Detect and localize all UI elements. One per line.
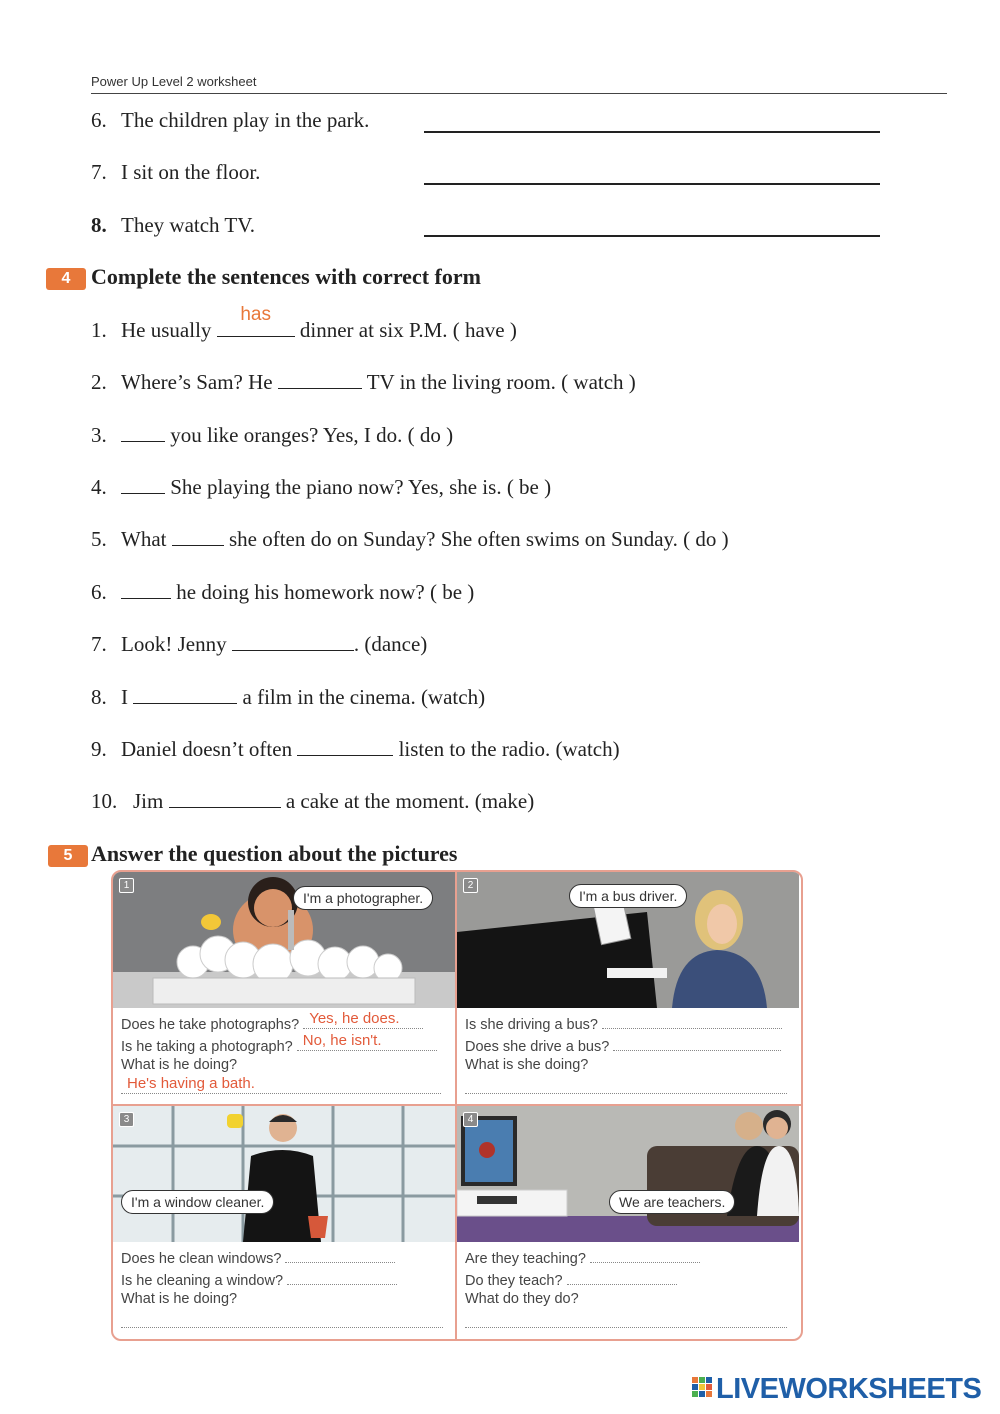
answer-dots[interactable] bbox=[590, 1248, 700, 1263]
picture-cell bbox=[113, 1106, 455, 1338]
question-list bbox=[121, 1248, 447, 1334]
exercise-item bbox=[91, 737, 620, 762]
exercise-item bbox=[91, 108, 369, 133]
section-badge: 4 bbox=[46, 268, 86, 290]
item-number: 8. bbox=[91, 213, 107, 237]
answer-blank[interactable] bbox=[278, 370, 362, 389]
speech-bubble: We are teachers. bbox=[609, 1190, 735, 1214]
question-text: Is he taking a photograph? bbox=[121, 1038, 293, 1055]
item-number: 6. bbox=[91, 580, 107, 604]
exercise-item bbox=[91, 527, 729, 552]
speech-bubble: I'm a photographer. bbox=[293, 886, 433, 910]
item-text-after: She playing the piano now? Yes, she is. ( be ) bbox=[165, 475, 552, 499]
question-row bbox=[465, 1057, 791, 1079]
picture-cell bbox=[457, 872, 799, 1104]
question-row bbox=[465, 1079, 791, 1101]
item-number: 2. bbox=[91, 370, 107, 394]
question-list bbox=[465, 1248, 791, 1334]
question-row bbox=[465, 1014, 791, 1036]
section-badge: 5 bbox=[48, 845, 88, 867]
item-text-before: I bbox=[121, 685, 134, 709]
answer-blank[interactable] bbox=[133, 685, 237, 704]
speech-bubble: I'm a window cleaner. bbox=[121, 1190, 274, 1214]
question-row bbox=[121, 1270, 447, 1292]
answer-blank[interactable] bbox=[217, 304, 295, 337]
picture-cell bbox=[457, 1106, 799, 1338]
question-text: Does he clean windows? bbox=[121, 1251, 282, 1267]
item-text-before: Look! Jenny bbox=[121, 632, 232, 656]
item-text-after: dinner at six P.M. ( have ) bbox=[294, 318, 517, 342]
item-text-after: TV in the living room. ( watch ) bbox=[361, 370, 636, 394]
picture-number: 1 bbox=[119, 878, 134, 893]
exercise-item bbox=[91, 370, 636, 395]
question-text: Does she drive a bus? bbox=[465, 1038, 610, 1055]
question-text: What do they do? bbox=[465, 1291, 579, 1307]
filled-answer: has bbox=[240, 304, 271, 325]
exercise-item bbox=[91, 213, 255, 238]
item-text-before: He usually bbox=[121, 318, 217, 342]
answer-blank[interactable] bbox=[232, 632, 354, 651]
answer-dots[interactable] bbox=[567, 1270, 677, 1285]
picture-cell bbox=[113, 872, 455, 1104]
answer-blank[interactable] bbox=[169, 789, 281, 808]
exercise-item bbox=[91, 789, 534, 814]
speech-bubble: I'm a bus driver. bbox=[569, 884, 687, 908]
logo-text: LIVEWORKSHEETS bbox=[716, 1373, 982, 1405]
item-text-after: listen to the radio. (watch) bbox=[393, 737, 620, 761]
answer-dots[interactable] bbox=[285, 1248, 395, 1263]
question-text: Are they teaching? bbox=[465, 1251, 586, 1267]
item-number: 5. bbox=[91, 527, 107, 551]
item-text-after: . (dance) bbox=[353, 632, 428, 656]
worksheet-header: Power Up Level 2 worksheet bbox=[91, 74, 257, 89]
picture-number: 4 bbox=[463, 1112, 478, 1127]
question-list bbox=[465, 1014, 791, 1100]
section-title: Complete the sentences with correct form bbox=[91, 264, 481, 289]
answer-line[interactable] bbox=[424, 235, 880, 237]
item-text-before: What bbox=[121, 527, 172, 551]
picture-number: 3 bbox=[119, 1112, 134, 1127]
question-row bbox=[465, 1291, 791, 1313]
answer-blank[interactable] bbox=[172, 527, 224, 546]
question-text: Is he cleaning a window? bbox=[121, 1272, 284, 1289]
item-number: 7. bbox=[91, 632, 107, 656]
logo-mark-icon bbox=[692, 1375, 714, 1401]
item-text-after: a film in the cinema. (watch) bbox=[237, 685, 486, 709]
item-number: 1. bbox=[91, 318, 107, 342]
question-text: Is she driving a bus? bbox=[465, 1017, 598, 1033]
exercise-item bbox=[91, 423, 453, 448]
bath-illustration bbox=[113, 872, 455, 1008]
question-row bbox=[121, 1074, 447, 1101]
question-text: What is she doing? bbox=[465, 1057, 589, 1073]
answer-line[interactable] bbox=[424, 183, 880, 185]
picture-number: 2 bbox=[463, 878, 478, 893]
section-title: Answer the question about the pictures bbox=[91, 841, 458, 866]
question-text: What is he doing? bbox=[121, 1057, 238, 1073]
question-row bbox=[121, 1248, 447, 1270]
item-text: I sit on the floor. bbox=[121, 160, 261, 184]
handwritten-answer: He's having a bath. bbox=[127, 1074, 255, 1092]
item-text: The children play in the park. bbox=[121, 108, 370, 132]
exercise-item bbox=[91, 160, 260, 185]
exercise-item bbox=[91, 632, 427, 657]
panel-divider-horizontal bbox=[113, 1104, 801, 1106]
answer-dots[interactable] bbox=[287, 1270, 397, 1285]
answer-dots[interactable] bbox=[602, 1014, 782, 1029]
item-text-before: Daniel doesn’t often bbox=[121, 737, 298, 761]
liveworksheets-logo[interactable] bbox=[692, 1373, 981, 1406]
item-number: 6. bbox=[91, 108, 107, 132]
item-text-before: Jim bbox=[133, 789, 169, 813]
question-text: What is he doing? bbox=[121, 1291, 238, 1307]
question-row bbox=[465, 1248, 791, 1270]
item-number: 10. bbox=[91, 789, 118, 813]
exercise-item bbox=[91, 304, 517, 343]
answer-blank[interactable] bbox=[121, 580, 171, 599]
question-row bbox=[121, 1291, 447, 1313]
window-cleaner-illustration bbox=[113, 1106, 455, 1242]
answer-dots[interactable] bbox=[121, 1074, 441, 1094]
answer-dots[interactable] bbox=[297, 1031, 437, 1051]
item-text-after: she often do on Sunday? She often swims on Sunday. ( do ) bbox=[223, 527, 729, 551]
question-list bbox=[121, 1010, 447, 1100]
item-number: 7. bbox=[91, 160, 107, 184]
question-row bbox=[121, 1010, 447, 1036]
item-text-after: you like oranges? Yes, I do. ( do ) bbox=[165, 423, 454, 447]
exercise-item bbox=[91, 580, 474, 605]
answer-dots[interactable] bbox=[465, 1313, 787, 1328]
item-number: 8. bbox=[91, 685, 107, 709]
item-text-after: a cake at the moment. (make) bbox=[280, 789, 535, 813]
exercise-item bbox=[91, 685, 485, 710]
question-row bbox=[465, 1270, 791, 1292]
answer-line[interactable] bbox=[424, 131, 880, 133]
question-text: Do they teach? bbox=[465, 1272, 563, 1289]
handwritten-answer: Yes, he does. bbox=[309, 1010, 400, 1027]
item-text-after: he doing his homework now? ( be ) bbox=[171, 580, 475, 604]
answer-dots[interactable] bbox=[613, 1036, 781, 1051]
answer-blank[interactable] bbox=[297, 737, 393, 756]
answer-dots[interactable] bbox=[465, 1079, 787, 1094]
answer-dots[interactable] bbox=[303, 1010, 423, 1029]
answer-blank[interactable] bbox=[121, 423, 165, 442]
handwritten-answer: No, he isn't. bbox=[302, 1031, 382, 1049]
question-row bbox=[121, 1313, 447, 1335]
item-text-before: Where’s Sam? He bbox=[121, 370, 278, 394]
item-number: 3. bbox=[91, 423, 107, 447]
answer-blank[interactable] bbox=[121, 475, 165, 494]
answer-dots[interactable] bbox=[121, 1313, 443, 1328]
question-row bbox=[465, 1313, 791, 1335]
item-text: They watch TV. bbox=[121, 213, 255, 237]
header-divider bbox=[91, 93, 947, 94]
living-room-illustration bbox=[457, 1106, 799, 1242]
question-row bbox=[465, 1036, 791, 1058]
item-number: 4. bbox=[91, 475, 107, 499]
question-text: Does he take photographs? bbox=[121, 1017, 300, 1033]
item-number: 9. bbox=[91, 737, 107, 761]
picture-panel bbox=[111, 870, 803, 1341]
question-row bbox=[121, 1031, 447, 1058]
piano-illustration bbox=[457, 872, 799, 1008]
exercise-item bbox=[91, 475, 551, 500]
